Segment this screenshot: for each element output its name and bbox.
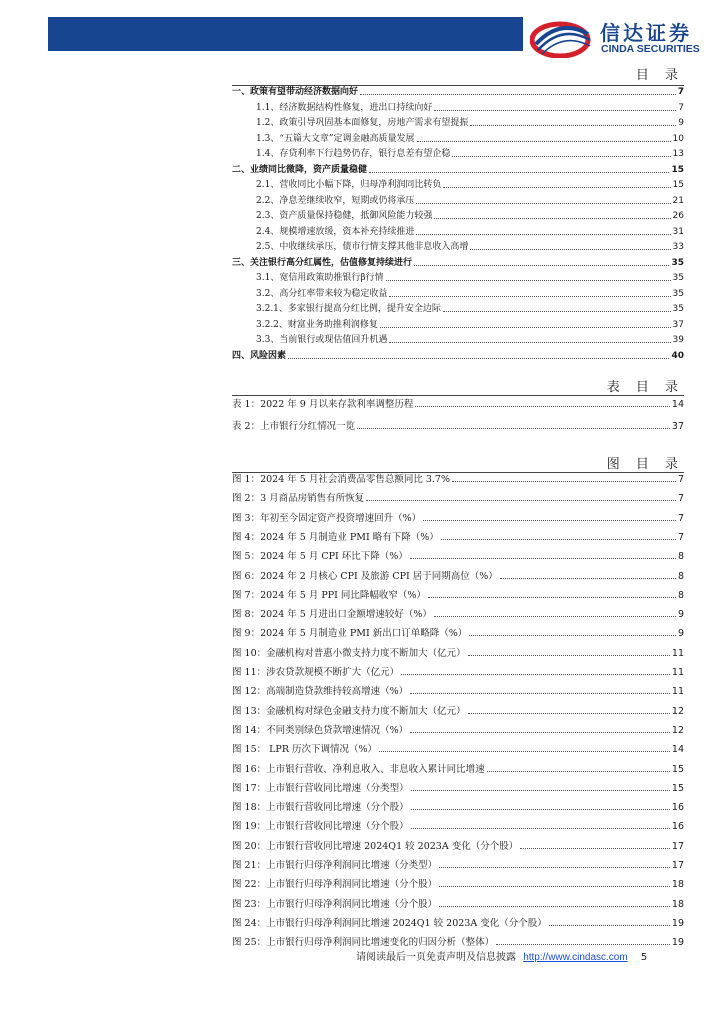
figure-toc-entry-page: 11	[671, 647, 684, 659]
figure-toc-entry-text: 图 4：2024 年 5 月制造业 PMI 略有下降（%）	[232, 531, 439, 543]
leader-dots	[416, 202, 670, 204]
figure-toc-entry[interactable]	[232, 683, 684, 697]
figure-toc-entry-text: 图 16：上市银行营收、净利息收入、非息收入累计同比增速	[232, 763, 485, 775]
figure-toc-entry-page: 9	[677, 628, 684, 640]
figure-toc-entry-page: 14	[671, 744, 684, 756]
toc-entry-text: 1.2、政策引导巩固基本面修复，房地产需求有望提振	[256, 118, 469, 128]
figure-toc-entry[interactable]	[232, 548, 684, 562]
toc-entry-text: 1.3、“五篇大文章”定调金融高质量发展	[256, 133, 415, 144]
figure-toc-entry[interactable]	[232, 838, 684, 852]
figure-toc-entry-text: 图 6：2024 年 2 月核心 CPI 及旅游 CPI 居于同期高位（%）	[232, 570, 498, 582]
leader-dots	[439, 885, 670, 887]
toc-entry-page: 35	[671, 257, 684, 268]
toc-entry[interactable]	[232, 84, 684, 97]
cinda-logo-icon	[530, 14, 594, 58]
figure-toc-entry-text: 图 7：2024 年 5 月 PPI 同比降幅收窄（%）	[232, 589, 426, 601]
leader-dots	[389, 341, 670, 343]
figure-toc-entry[interactable]	[232, 761, 684, 775]
toc-entry-text: 四、风险因素	[232, 350, 287, 361]
toc-entry[interactable]	[232, 348, 684, 361]
figure-toc-entry-page: 17	[671, 840, 684, 852]
leader-dots	[443, 186, 670, 188]
table-toc-entry-text: 表 2：上市银行分红情况一览	[232, 420, 356, 432]
figure-toc-entry[interactable]	[232, 664, 684, 678]
figure-toc-entry-page: 7	[677, 474, 684, 485]
figure-toc-entry[interactable]	[232, 490, 684, 504]
toc-entry-page: 10	[672, 133, 684, 144]
figure-toc-entry-page: 19	[671, 937, 684, 949]
figure-toc-entry-page: 15	[671, 763, 684, 775]
leader-dots	[423, 519, 676, 521]
toc-entry-text: 1.4、存贷利率下行趋势仍存，银行息差有望企稳	[256, 149, 451, 159]
toc-entry[interactable]	[256, 224, 684, 237]
figure-toc-entry[interactable]	[232, 934, 684, 948]
figure-toc-entry[interactable]	[232, 818, 684, 832]
figure-toc-entry-text: 图 14：不同类别绿色贷款增速情况（%）	[232, 724, 409, 736]
figure-toc-entry-page: 12	[671, 724, 684, 736]
figure-toc-entry-text: 图 18：上市银行营收同比增速（分个股）	[232, 802, 409, 814]
leader-dots	[416, 233, 670, 235]
footer-notice: 请阅读最后一页免责声明及信息披露	[356, 952, 516, 963]
toc-entry-text: 3.1、宽信用政策助推银行β行情	[256, 273, 384, 283]
figure-toc-entry-text: 图 1：2024 年 5 月社会消费品零售总额同比 3.7%	[232, 474, 450, 485]
logo-english-name: CINDA SECURITIES	[601, 43, 700, 55]
leader-dots	[549, 924, 670, 926]
table-toc-entry[interactable]	[232, 396, 684, 410]
leader-dots	[414, 264, 669, 266]
leader-dots	[380, 326, 671, 328]
toc-entry[interactable]	[256, 301, 684, 314]
tables-toc-title: 表 目 录	[606, 380, 684, 395]
toc-entry-text: 二、业绩同比微降，资产质量稳健	[232, 164, 368, 175]
figure-toc-entry-text: 图 2：3 月商品房销售有所恢复	[232, 493, 365, 505]
toc-entry-page: 35	[672, 304, 684, 314]
figure-toc-entry[interactable]	[232, 587, 684, 601]
figure-toc-entry[interactable]	[232, 876, 684, 890]
toc-entry-page: 33	[672, 242, 684, 252]
figure-toc-entry[interactable]	[232, 722, 684, 736]
figure-toc-entry-page: 7	[677, 512, 684, 524]
figure-toc-entry-page: 8	[677, 589, 684, 601]
toc-entry-page: 15	[671, 164, 684, 175]
table-toc-entry[interactable]	[232, 418, 684, 432]
leader-dots	[401, 673, 670, 675]
toc-entry[interactable]	[232, 255, 684, 268]
leader-dots	[288, 357, 669, 359]
leader-dots	[411, 827, 670, 829]
table-toc-entry-page: 37	[671, 420, 684, 432]
toc-entry-page: 35	[672, 273, 684, 283]
logo-chinese-name: 信达证券	[600, 21, 692, 45]
figure-toc-entry[interactable]	[232, 471, 684, 485]
figure-toc-entry[interactable]	[232, 896, 684, 910]
figure-toc-entry-text: 图 12：高端制造贷款维持较高增速（%）	[232, 686, 409, 698]
figure-toc-entry-page: 11	[671, 667, 684, 678]
toc-entry-page: 7	[678, 102, 684, 113]
figure-toc-entry-text: 图 15： LPR 历次下调情况（%）	[232, 744, 378, 756]
leader-dots	[411, 789, 670, 791]
figure-toc-entry[interactable]	[232, 529, 684, 543]
toc-entry[interactable]	[256, 146, 684, 159]
toc-entry[interactable]	[256, 100, 684, 113]
figure-toc-entry[interactable]	[232, 568, 684, 582]
toc-entry[interactable]	[256, 193, 684, 206]
figure-toc-entry-page: 17	[671, 860, 684, 871]
figure-toc-entry-page: 16	[671, 821, 684, 833]
figure-toc-entry[interactable]	[232, 645, 684, 659]
toc-entry-page: 31	[672, 226, 684, 237]
leader-dots	[357, 427, 670, 429]
toc-entry[interactable]	[256, 177, 684, 190]
figure-toc-entry-page: 18	[671, 879, 684, 891]
figure-toc-entry-page: 19	[671, 917, 684, 929]
leader-dots	[469, 634, 676, 636]
leader-dots	[496, 943, 670, 945]
toc-title: 目 录	[635, 68, 684, 83]
toc-entry[interactable]	[256, 208, 684, 221]
leader-dots	[452, 480, 676, 482]
figure-toc-entry-page: 8	[677, 551, 684, 563]
toc-entry-text: 2.3、资产质量保持稳健，抵御风险能力较强	[256, 211, 433, 221]
page-footer	[356, 948, 647, 963]
figure-toc-entry-page: 7	[677, 531, 684, 543]
toc-entry-page: 35	[672, 288, 684, 299]
leader-dots	[470, 248, 670, 250]
table-toc-entry-text: 表 1：2022 年 9 月以来存款利率调整历程	[232, 399, 414, 410]
figure-toc-entry[interactable]	[232, 606, 684, 620]
figure-toc-entry-text: 图 3：年初至今固定资产投资增速回升（%）	[232, 512, 422, 524]
toc-entry-text: 2.4、规模增速放缓，资本补充持续推进	[256, 226, 415, 237]
leader-dots	[415, 405, 670, 407]
toc-entry-page: 39	[672, 335, 684, 345]
toc-entry-text: 2.5、中收继续承压，债市行情支撑其他非息收入高增	[256, 242, 469, 252]
leader-dots	[428, 596, 676, 598]
leader-dots	[443, 310, 671, 312]
leader-dots	[411, 808, 670, 810]
leader-dots	[439, 866, 670, 868]
leader-dots	[379, 750, 670, 752]
leader-dots	[369, 171, 669, 173]
figure-toc-entry[interactable]	[232, 857, 684, 871]
figure-toc-entry-text: 图 8：2024 年 5 月进出口金额增速较好（%）	[232, 609, 432, 621]
figure-toc-entry-text: 图 10：金融机构对普惠小微支持力度不断加大（亿元）	[232, 647, 466, 659]
figure-toc-entry-text: 图 17：上市银行营收同比增速（分类型）	[232, 782, 409, 794]
leader-dots	[434, 615, 676, 617]
toc-entry-page: 15	[672, 180, 684, 190]
leader-dots	[434, 109, 676, 111]
leader-dots	[470, 124, 676, 126]
figure-toc-entry[interactable]	[232, 510, 684, 524]
figure-toc-entry[interactable]	[232, 741, 684, 755]
toc-entry-text: 3.2、高分红率带来较为稳定收益	[256, 288, 388, 299]
table-toc-entry-page: 14	[671, 399, 684, 410]
figure-toc-entry[interactable]	[232, 799, 684, 813]
toc-entry[interactable]	[256, 115, 684, 128]
toc-entry-page: 7	[677, 87, 684, 97]
leader-dots	[410, 731, 670, 733]
figure-toc-entry-page: 9	[677, 609, 684, 621]
leader-dots	[386, 279, 671, 281]
toc-entry-text: 2.2、净息差继续收窄，短期或仍将承压	[256, 195, 415, 206]
leader-dots	[468, 654, 670, 656]
figure-toc-entry-text: 图 5：2024 年 5 月 CPI 环比下降（%）	[232, 551, 408, 563]
leader-dots	[468, 712, 670, 714]
figure-toc-entry-page: 18	[671, 898, 684, 910]
toc-entry-page: 26	[672, 211, 684, 221]
toc-entry-text: 一、政策有望带动经济数据向好	[232, 87, 359, 97]
toc-entry-page: 37	[672, 319, 684, 330]
toc-entry[interactable]	[232, 162, 684, 175]
figure-toc-entry-text: 图 20：上市银行营收同比增速 2024Q1 较 2023A 变化（分个股）	[232, 840, 519, 852]
figure-toc-entry-text: 图 23：上市银行归母净利润同比增速（分个股）	[232, 898, 438, 910]
leader-dots	[434, 217, 670, 219]
figure-toc-entry-page: 8	[677, 570, 684, 582]
toc-entry[interactable]	[256, 239, 684, 252]
figure-toc-entry-text: 图 11：涉农贷款规模不断扩大（亿元）	[232, 667, 400, 678]
figure-toc-entry[interactable]	[232, 915, 684, 929]
toc-entry-text: 3.3、当前银行或现估值回升机遇	[256, 335, 388, 345]
toc-entry-text: 3.2.2、财富业务助推利润修复	[256, 319, 378, 330]
figure-toc-entry[interactable]	[232, 703, 684, 717]
leader-dots	[417, 140, 671, 142]
toc-entry-text: 3.2.1、多家银行提高分红比例，提升安全边际	[256, 304, 441, 314]
leader-dots	[452, 155, 670, 157]
leader-dots	[389, 295, 670, 297]
figure-toc-entry-text: 图 21：上市银行归母净利润同比增速（分类型）	[232, 860, 438, 871]
leader-dots	[439, 905, 670, 907]
figure-toc-entry-text: 图 22：上市银行归母净利润同比增速（分个股）	[232, 879, 438, 891]
figure-toc-entry-page: 11	[671, 686, 684, 698]
leader-dots	[410, 692, 670, 694]
leader-dots	[520, 847, 670, 849]
toc-entry-text: 1.1、经济数据结构性修复，进出口持续向好	[256, 102, 433, 113]
cinda-logo	[530, 14, 720, 62]
figure-toc-entry[interactable]	[232, 780, 684, 794]
figures-toc-title: 图 目 录	[606, 457, 684, 472]
figure-toc-entry-text: 图 13：金融机构对绿色金融支持力度不断加大（亿元）	[232, 705, 466, 717]
toc-entry-page: 9	[678, 118, 684, 128]
leader-dots	[360, 93, 676, 95]
figure-toc-entry-page: 15	[671, 782, 684, 794]
toc-entry-page: 13	[672, 149, 684, 159]
leader-dots	[410, 557, 676, 559]
footer-url-link[interactable]: http://www.cindasc.com	[523, 952, 628, 963]
toc-entry[interactable]	[256, 332, 684, 345]
toc-entry[interactable]	[256, 131, 684, 144]
figure-toc-entry-page: 16	[671, 802, 684, 814]
leader-dots	[487, 770, 670, 772]
figure-toc-entry-text: 图 24：上市银行归母净利润同比增速 2024Q1 较 2023A 变化（分个股）	[232, 917, 547, 929]
toc-entry[interactable]	[256, 317, 684, 330]
header-bar	[48, 17, 523, 51]
figure-toc-entry-page: 12	[671, 705, 684, 717]
figure-toc-entry-page: 7	[677, 493, 684, 505]
figure-toc-entry[interactable]	[232, 625, 684, 639]
toc-entry-text: 2.1、营收同比小幅下降，归母净利润同比转负	[256, 180, 442, 190]
toc-entry[interactable]	[256, 286, 684, 299]
figure-toc-entry-text: 图 25：上市银行归母净利润同比增速变化的归因分析（整体）	[232, 937, 495, 949]
figure-toc-entry-text: 图 19：上市银行营收同比增速（分个股）	[232, 821, 409, 833]
toc-entry-page: 21	[672, 195, 684, 206]
figure-toc-entry-text: 图 9：2024 年 5 月制造业 PMI 新出口订单略降（%）	[232, 628, 468, 640]
toc-entry-page: 40	[671, 350, 684, 361]
leader-dots	[441, 538, 676, 540]
toc-entry[interactable]	[256, 270, 684, 283]
toc-entry-text: 三、关注银行高分红属性，估值修复持续进行	[232, 257, 413, 268]
page-number: 5	[640, 952, 648, 963]
leader-dots	[366, 499, 676, 501]
leader-dots	[500, 577, 676, 579]
